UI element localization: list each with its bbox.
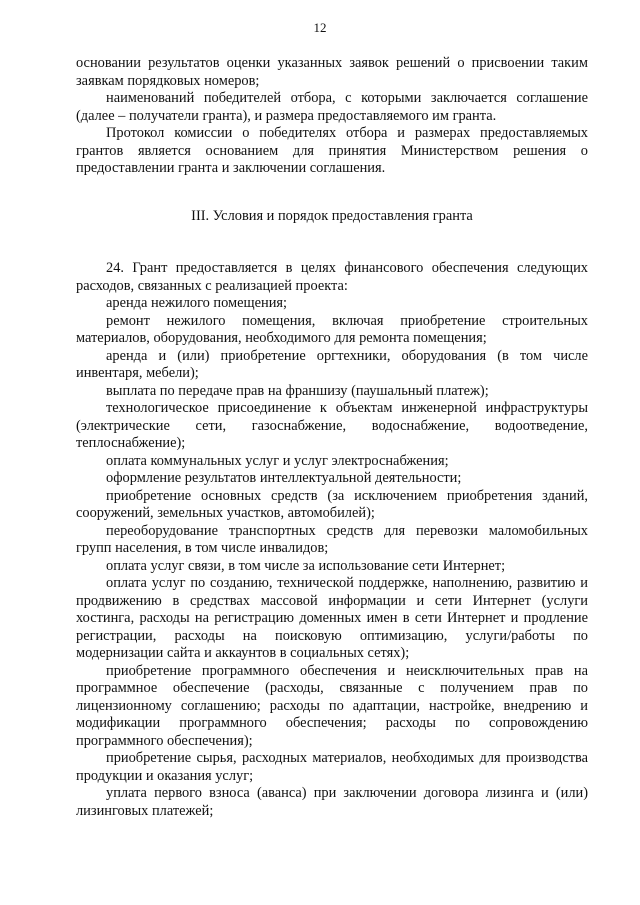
grant-expense-list bbox=[76, 260, 588, 820]
paragraph: основании результатов оценки указанных заявок решений о присвоении таким заявкам порядковых номеров; bbox=[76, 55, 588, 89]
list-item: приобретение программного обеспечения и неисключительных прав на программное обеспечение (расходы, связанные с получением прав по лицензионному соглашению; расходы по адаптации, настройке, внедрению и модификации программного обеспечения; расходы по сопровождению программного обеспечения); bbox=[76, 662, 588, 749]
list-item: оформление результатов интеллектуальной деятельности; bbox=[106, 470, 462, 486]
list-item: уплата первого взноса (аванса) при заключении договора лизинга и (или) лизинговых платежей; bbox=[76, 785, 588, 819]
list-item: приобретение сырья, расходных материалов, необходимых для производства продукции и оказания услуг; bbox=[76, 750, 588, 784]
paragraph: наименований победителей отбора, с которыми заключается соглашение (далее – получатели гранта), и размера предоставляемого им гранта. bbox=[76, 90, 588, 124]
intro-block bbox=[76, 55, 588, 178]
list-item: выплата по передаче прав на франшизу (паушальный платеж); bbox=[106, 382, 489, 399]
list-item: оплата услуг по созданию, технической поддержке, наполнению, развитию и продвижению в средствах массовой информации и сети Интернет (услуги хостинга, расходы на регистрацию доменных имен в сети Интернет и продление регистрации, расходы на поисковую оптимизацию, услуги/работы по модернизации сайта и аккаунтов в социальных сетях); bbox=[76, 575, 588, 661]
list-item: аренда и (или) приобретение оргтехники, оборудования (в том числе инвентаря, мебели); bbox=[76, 347, 588, 381]
clause-24: 24. Грант предоставляется в целях финансового обеспечения следующих расходов, связанных с реализацией проекта: bbox=[76, 260, 588, 294]
list-item: оплата коммунальных услуг и услуг электроснабжения; bbox=[106, 452, 449, 469]
list-item: переоборудование транспортных средств для перевозки маломобильных групп населения, в том числе инвалидов; bbox=[76, 522, 588, 556]
page-number: 12 bbox=[313, 20, 327, 35]
list-item: приобретение основных средств (за исключением приобретения зданий, сооружений, земельных участков, автомобилей); bbox=[76, 487, 588, 521]
list-item: технологическое присоединение к объектам инженерной инфраструктуры (электрические сети, газоснабжение, водоснабжение, водоотведение, теплоснабжение); bbox=[76, 400, 588, 451]
paragraph: Протокол комиссии о победителях отбора и размерах предоставляемых грантов является основанием для принятия Министерством решения о предоставлении гранта и заключении соглашения. bbox=[76, 125, 588, 176]
list-item: аренда нежилого помещения; bbox=[106, 295, 288, 311]
list-item: ремонт нежилого помещения, включая приобретение строительных материалов, оборудования, необходимого для ремонта помещения; bbox=[76, 312, 588, 346]
section-heading: III. Условия и порядок предоставления гранта bbox=[191, 208, 473, 224]
list-item: оплата услуг связи, в том числе за использование сети Интернет; bbox=[106, 557, 506, 574]
